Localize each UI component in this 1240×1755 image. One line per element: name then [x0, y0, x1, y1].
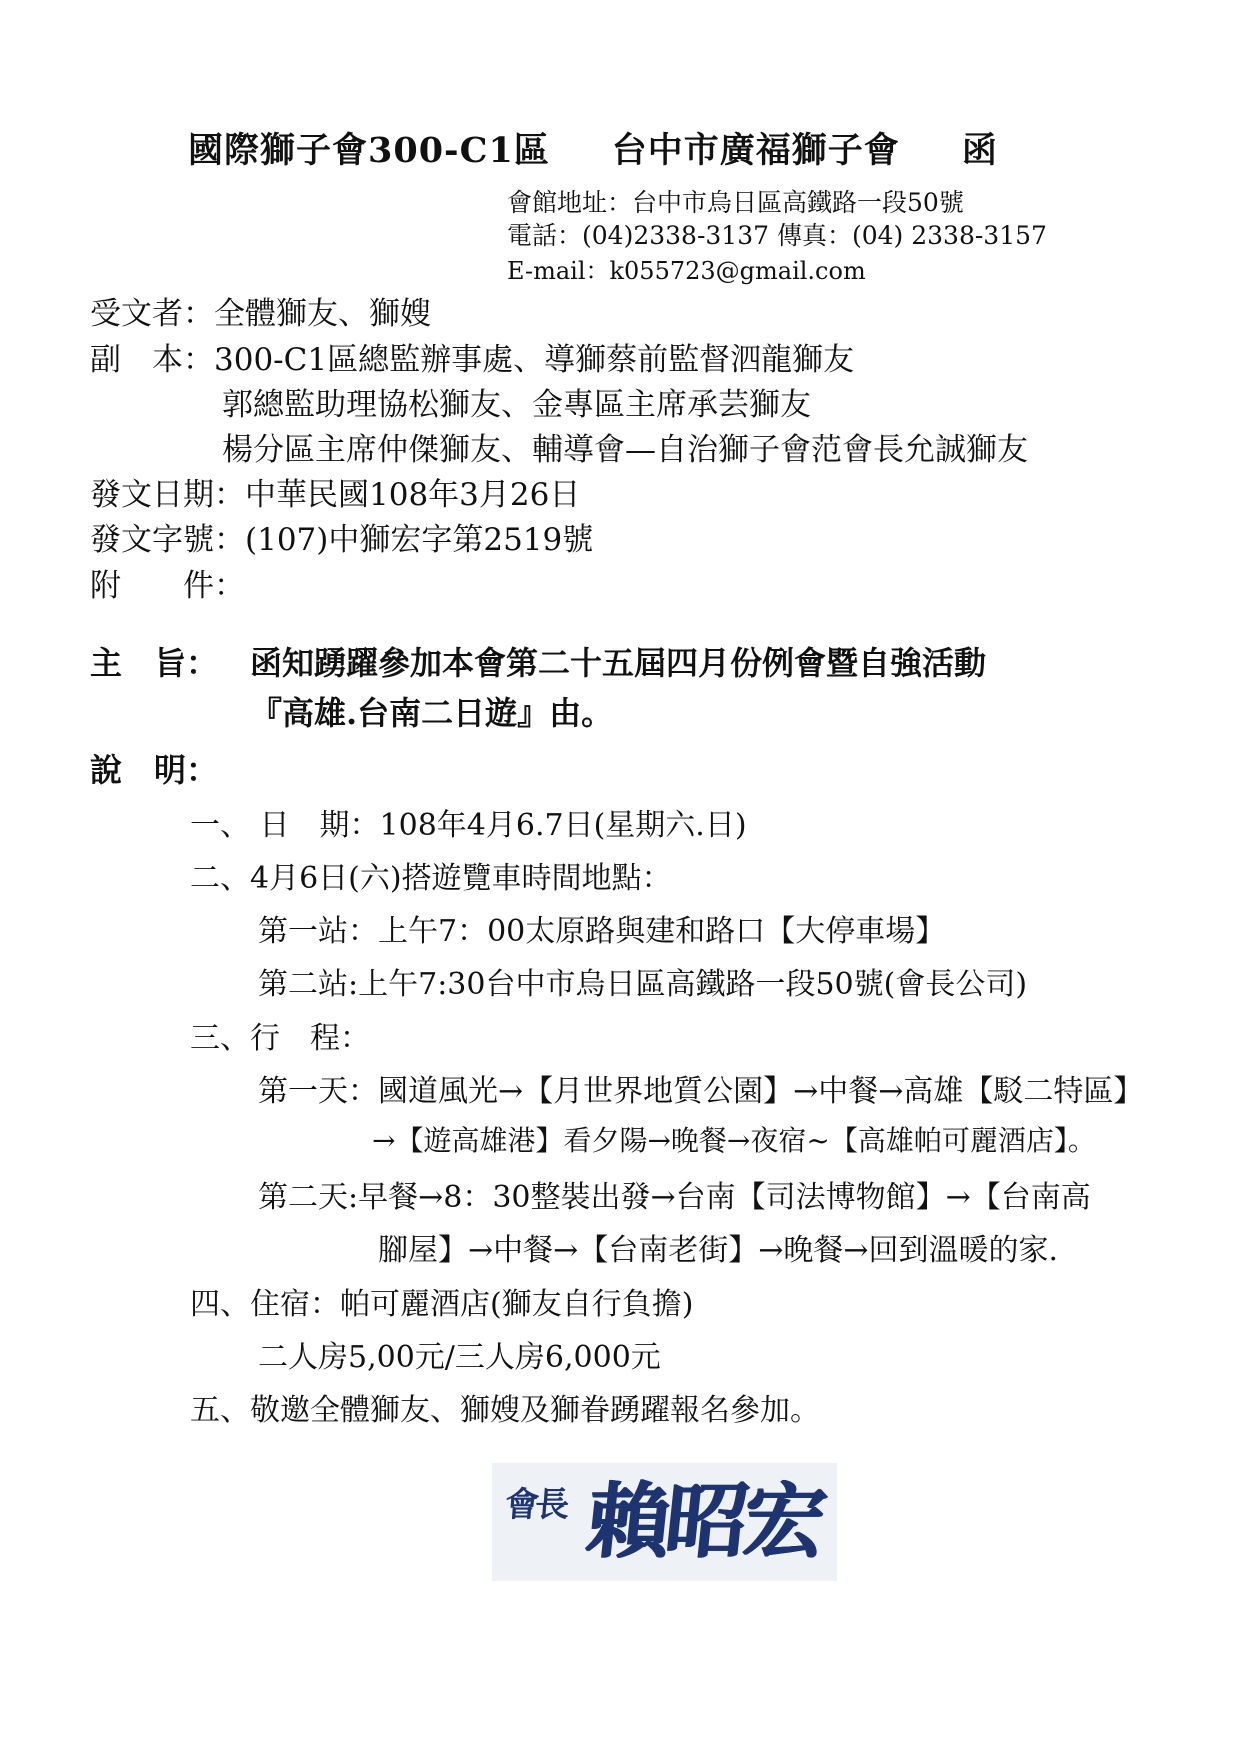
explanation-item: 第一天：國道風光→【月世界地質公園】→中餐→高雄【駁二特區】	[258, 1074, 1144, 1109]
signature-title: 會長	[503, 1485, 567, 1525]
org-name: 國際獅子會300-C1區	[188, 130, 550, 171]
recipient-line: 受文者：全體獅友、獅嫂	[90, 296, 431, 332]
signature-name: 賴昭宏	[582, 1474, 828, 1570]
explanation-item: 一、 日 期：108年4月6.7日(星期六.日)	[190, 808, 747, 843]
explanation-item: 三、行 程：	[190, 1021, 370, 1056]
club-address: 會館地址：台中市烏日區高鐵路一段50號	[507, 188, 964, 217]
explanation-item: 二人房5,00元/三人房6,000元	[258, 1340, 661, 1375]
issue-number: 發文字號：(107)中獅宏字第2519號	[90, 522, 594, 558]
explanation-item: 二、4月6日(六)搭遊覽車時間地點：	[190, 861, 672, 896]
attachment-line: 附 件：	[90, 568, 245, 604]
letterhead-title	[188, 123, 998, 173]
subject-line-1: 函知踴躍參加本會第二十五屆四月份例會暨自強活動	[250, 644, 987, 682]
president-signature-stamp	[492, 1463, 837, 1581]
club-email: E-mail：k055723@gmail.com	[507, 257, 866, 285]
subject-label: 主 旨：	[90, 644, 219, 682]
explanation-item: 第二站:上午7:30台中市烏日區高鐵路一段50號(會長公司)	[258, 967, 1028, 1002]
explanation-item: 四、住宿：帕可麗酒店(獅友自行負擔)	[190, 1287, 694, 1322]
issue-date: 發文日期：中華民國108年3月26日	[90, 477, 581, 513]
doc-type: 函	[961, 130, 998, 171]
club-name: 台中市廣福獅子會	[611, 130, 900, 171]
explanation-item: 第一站：上午7：00太原路與建和路口【大停車場】	[258, 914, 946, 949]
explanation-item: →【遊高雄港】看夕陽→晚餐→夜宿~【高雄帕可麗酒店】。	[372, 1124, 1096, 1157]
cc-line-3: 楊分區主席仲傑獅友、輔導會—自治獅子會范會長允誠獅友	[222, 432, 1028, 468]
cc-line-1: 副 本：300-C1區總監辦事處、導獅蔡前監督泗龍獅友	[90, 342, 855, 378]
club-phone-fax: 電話：(04)2338-3137 傳真：(04) 2338-3157	[507, 221, 1047, 250]
explanation-label: 說 明：	[90, 751, 219, 789]
explanation-item: 第二天:早餐→8：30整裝出發→台南【司法博物館】→【台南高	[258, 1180, 1091, 1215]
explanation-item: 腳屋】→中餐→【台南老街】→晚餐→回到溫暖的家.	[378, 1233, 1059, 1268]
explanation-item: 五、敬邀全體獅友、獅嫂及獅眷踴躍報名參加。	[190, 1393, 820, 1428]
cc-line-2: 郭總監助理協松獅友、金專區主席承芸獅友	[222, 387, 811, 423]
subject-line-2: 『高雄.台南二日遊』由。	[250, 694, 614, 732]
